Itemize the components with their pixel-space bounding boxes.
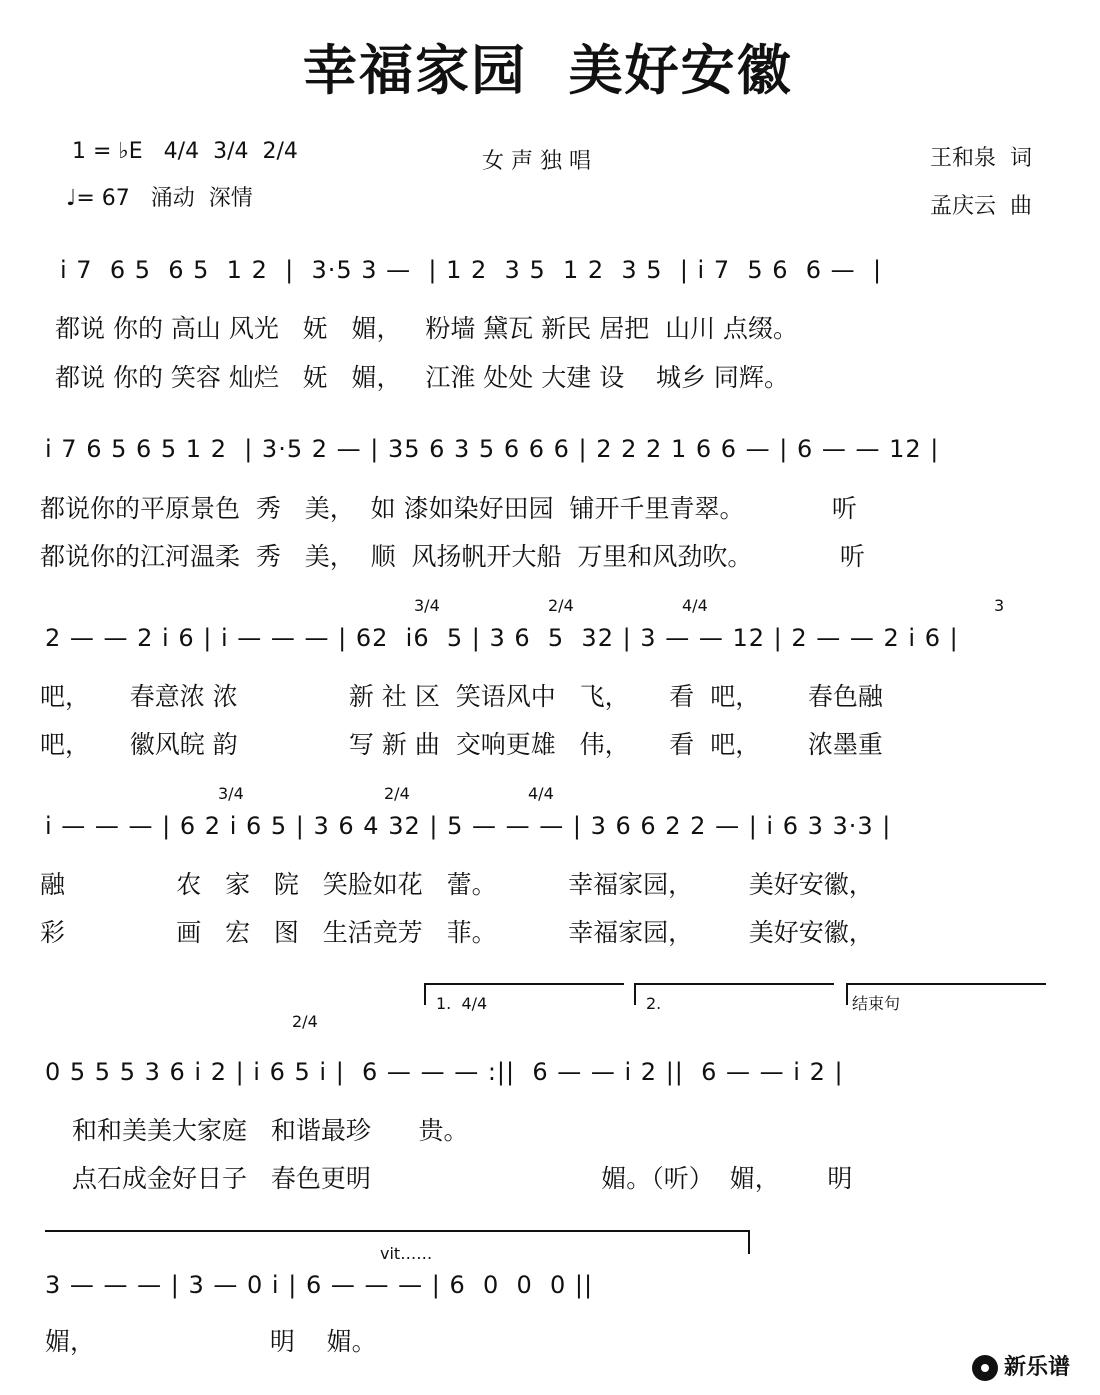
time-signature-mark: 3/4 xyxy=(218,784,244,803)
notation-line: i 7 6 5 6 5 1 2 | 3·5 3 — | 1 2 3 5 1 2 3 5 | i 7 5 6 6 — | xyxy=(60,256,883,284)
ending-bracket-edge xyxy=(846,983,848,1005)
ending-bracket-line xyxy=(846,983,1046,985)
time-signature-mark: 4/4 xyxy=(528,784,554,803)
lyrics-verse-2: 都说 你的 笑容 灿烂 妩 媚， 江淮 处处 大建 设 城乡 同辉。 xyxy=(55,363,789,392)
notation-line: i 7 6 5 6 5 1 2 | 3·5 2 — | 35 6 3 5 6 6 6 | 2 2 2 1 6 6 — | 6 — — 12 | xyxy=(45,435,940,463)
composer-credit: 孟庆云 曲 xyxy=(930,194,1032,219)
lyrics-verse-2: 都说你的江河温柔 秀 美， 顺 风扬帆开大船 万里和风劲吹。 听 xyxy=(40,542,865,571)
time-signature-mark: 3/4 xyxy=(414,596,440,615)
performance-type: 女 声 独 唱 xyxy=(482,149,591,174)
notation-line: 2 — — 2 i 6 | i — — — | 62 i6 5 | 3 6 5 32 | 3 — — 12 | 2 — — 2 i 6 | xyxy=(45,624,959,652)
ending-bracket-line xyxy=(634,983,834,985)
phrase-line xyxy=(45,1230,750,1232)
lyrics-verse-1: 都说 你的 高山 风光 妩 媚， 粉墙 黛瓦 新民 居把 山川 点缀。 xyxy=(55,314,799,343)
first-ending-label: 1. 4/4 xyxy=(436,994,488,1013)
lyrics-verse-2: 吧， 徽风皖 韵 写 新 曲 交响更雄 伟， 看 吧， 浓墨重 xyxy=(40,730,883,759)
lyrics-verse-1: 媚， 明 媚。 xyxy=(45,1327,377,1356)
second-ending-label: 2. xyxy=(646,994,662,1013)
song-title: 幸福家园 美好安徽 xyxy=(303,39,793,102)
lyrics-verse-2: 彩 画 宏 图 生活竞芳 菲。 幸福家园， 美好安徽， xyxy=(40,918,874,947)
key-signature: 1 = ♭E 4/4 3/4 2/4 xyxy=(72,139,298,164)
time-signature-mark: 2/4 xyxy=(384,784,410,803)
lyrics-verse-1: 吧， 春意浓 浓 新 社 区 笑语风中 飞， 看 吧， 春色融 xyxy=(40,682,883,711)
triplet-mark: 3 xyxy=(994,596,1005,615)
ending-bracket-edge xyxy=(634,983,636,1005)
notation-line: 0 5 5 5 3 6 i 2 | i 6 5 i | 6 — — — :|| 6 — — i 2 || 6 — — i 2 | xyxy=(45,1058,844,1086)
notation-line: i — — — | 6 2 i 6 5 | 3 6 4 32 | 5 — — — | 3 6 6 2 2 — | i 6 3 3·3 | xyxy=(45,812,892,840)
ending-bracket-line xyxy=(424,983,624,985)
coda-label: 结束句 xyxy=(852,994,901,1013)
lyrics-verse-2: 点石成金好日子 春色更明 媚。（听） 媚， 明 xyxy=(72,1164,853,1193)
lyrics-verse-1: 融 农 家 院 笑脸如花 蕾。 幸福家园， 美好安徽， xyxy=(40,870,874,899)
lyrics-verse-1: 都说你的平原景色 秀 美， 如 漆如染好田园 铺开千里青翠。 听 xyxy=(40,494,857,523)
watermark-logo: 新乐谱 xyxy=(1004,1355,1071,1380)
logo-disc-icon xyxy=(972,1355,998,1381)
lyricist-credit: 王和泉 词 xyxy=(930,146,1032,171)
time-signature-mark: 2/4 xyxy=(548,596,574,615)
ending-bracket-edge xyxy=(424,983,426,1005)
lyrics-verse-1: 和和美美大家庭 和谐最珍 贵。 xyxy=(72,1116,469,1145)
time-signature-mark: 4/4 xyxy=(682,596,708,615)
notation-line: 3 — — — | 3 — 0 i | 6 — — — | 6 0 0 0 || xyxy=(45,1271,594,1299)
phrase-line-end xyxy=(748,1230,750,1254)
time-signature-mark: 2/4 xyxy=(292,1012,318,1031)
tempo-marking: ♩= 67 涌动 深情 xyxy=(66,186,253,211)
tempo-change-mark: vit…… xyxy=(380,1244,433,1263)
